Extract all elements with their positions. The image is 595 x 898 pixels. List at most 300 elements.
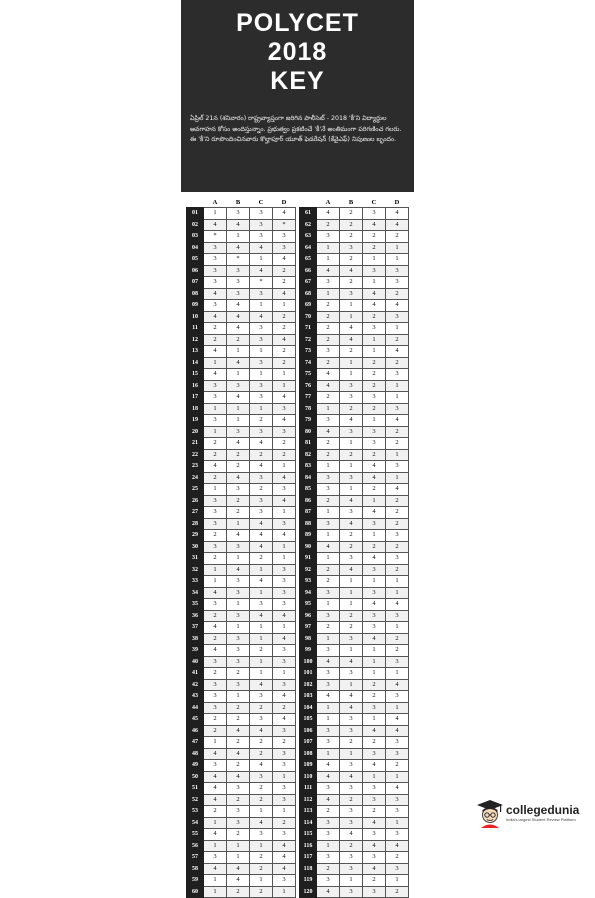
answer-cell: 4 <box>340 564 363 576</box>
answer-cell: 1 <box>273 300 296 312</box>
question-number: 74 <box>300 357 317 369</box>
question-number: 18 <box>187 403 204 415</box>
answer-cell: 1 <box>386 817 409 829</box>
table-row <box>300 863 409 875</box>
answer-cell: 3 <box>340 886 363 898</box>
answer-cell: 1 <box>363 415 386 427</box>
question-number: 114 <box>300 817 317 829</box>
answer-cell: 1 <box>250 622 273 634</box>
question-number: 54 <box>187 817 204 829</box>
answer-cell: 4 <box>204 783 227 795</box>
answer-cell: 4 <box>386 300 409 312</box>
question-number: 30 <box>187 541 204 553</box>
answer-cell: 4 <box>340 334 363 346</box>
question-number: 47 <box>187 737 204 749</box>
answer-cell: 3 <box>317 679 340 691</box>
question-number: 83 <box>300 461 317 473</box>
answer-cell: 1 <box>273 886 296 898</box>
answer-cell: 2 <box>340 737 363 749</box>
answer-cell: 3 <box>250 323 273 335</box>
answer-cell: 3 <box>340 714 363 726</box>
table-row <box>187 622 296 634</box>
question-number: 82 <box>300 449 317 461</box>
answer-cell: 3 <box>250 771 273 783</box>
table-row <box>187 254 296 266</box>
answer-cell: 3 <box>317 737 340 749</box>
answer-cell: 1 <box>273 622 296 634</box>
answer-cell: 1 <box>204 840 227 852</box>
question-number: 96 <box>300 610 317 622</box>
graduate-avatar-icon <box>476 798 504 828</box>
answer-cell: 3 <box>386 369 409 381</box>
table-row <box>300 541 409 553</box>
column-header: A <box>325 199 331 206</box>
answer-cell: 3 <box>273 403 296 415</box>
question-number: 116 <box>300 840 317 852</box>
answer-cell: 4 <box>386 599 409 611</box>
answer-cell: 1 <box>317 553 340 565</box>
table-row <box>300 852 409 864</box>
answer-cell: 1 <box>273 507 296 519</box>
brand-name: collegedunia <box>506 802 580 817</box>
answer-cell: 2 <box>273 357 296 369</box>
answer-cell: 1 <box>363 254 386 266</box>
answer-cell: 4 <box>250 576 273 588</box>
answer-cell: 1 <box>273 668 296 680</box>
answer-cell: 2 <box>363 541 386 553</box>
answer-table-left-body <box>187 208 296 898</box>
table-row <box>300 645 409 657</box>
answer-cell: 3 <box>250 288 273 300</box>
answer-cell: 3 <box>227 288 250 300</box>
answer-cell: 1 <box>317 254 340 266</box>
answer-cell: 2 <box>340 449 363 461</box>
answer-cell: 2 <box>317 564 340 576</box>
question-number: 34 <box>187 587 204 599</box>
answer-cell: 3 <box>340 242 363 254</box>
answer-cell: 3 <box>204 507 227 519</box>
answer-cell: 3 <box>250 357 273 369</box>
answer-cell: 3 <box>386 748 409 760</box>
answer-cell: 2 <box>386 852 409 864</box>
question-number: 120 <box>300 886 317 898</box>
answer-cell: 1 <box>250 633 273 645</box>
answer-cell: 3 <box>386 461 409 473</box>
table-row <box>187 438 296 450</box>
title-line-3: KEY <box>270 67 325 95</box>
table-row <box>187 449 296 461</box>
answer-cell: 2 <box>273 438 296 450</box>
answer-cell: 3 <box>250 691 273 703</box>
answer-cell: 2 <box>204 725 227 737</box>
table-row <box>300 610 409 622</box>
answer-cell: 2 <box>317 863 340 875</box>
answer-cell: 3 <box>317 277 340 289</box>
answer-cell: 3 <box>204 254 227 266</box>
answer-cell: 4 <box>363 461 386 473</box>
question-number: 61 <box>300 208 317 220</box>
answer-cell: 2 <box>204 668 227 680</box>
answer-cell: 4 <box>250 530 273 542</box>
answer-cell: 2 <box>250 484 273 496</box>
question-number: 26 <box>187 495 204 507</box>
answer-cell: 1 <box>250 346 273 358</box>
answer-cell: 1 <box>273 369 296 381</box>
answer-cell: 2 <box>363 691 386 703</box>
brand-watermark <box>476 798 579 828</box>
table-row <box>300 369 409 381</box>
question-number: 119 <box>300 875 317 887</box>
answer-cell: 1 <box>204 208 227 220</box>
question-number: 76 <box>300 380 317 392</box>
answer-cell: * <box>273 219 296 231</box>
answer-cell: 1 <box>340 587 363 599</box>
answer-cell: 2 <box>204 806 227 818</box>
answer-cell: 2 <box>273 311 296 323</box>
question-number: 107 <box>300 737 317 749</box>
table-row <box>187 587 296 599</box>
answer-cell: 3 <box>340 380 363 392</box>
table-row <box>187 403 296 415</box>
answer-cell: 1 <box>386 254 409 266</box>
answer-cell: 4 <box>317 886 340 898</box>
answer-cell: 2 <box>227 495 250 507</box>
answer-cell: 3 <box>204 599 227 611</box>
answer-cell: 3 <box>363 794 386 806</box>
answer-cell: 3 <box>340 863 363 875</box>
question-number: 115 <box>300 829 317 841</box>
answer-cell: 4 <box>204 645 227 657</box>
question-number: 24 <box>187 472 204 484</box>
table-row <box>300 231 409 243</box>
question-number: 78 <box>300 403 317 415</box>
answer-cell: 2 <box>386 231 409 243</box>
answer-cell: 4 <box>250 725 273 737</box>
question-number: 37 <box>187 622 204 634</box>
question-number: 73 <box>300 346 317 358</box>
table-row <box>187 817 296 829</box>
table-row <box>187 633 296 645</box>
column-header: D <box>281 199 287 206</box>
answer-cell: 4 <box>250 311 273 323</box>
question-number: 44 <box>187 702 204 714</box>
column-header: D <box>394 199 400 206</box>
answer-cell: 3 <box>386 737 409 749</box>
answer-cell: 3 <box>386 863 409 875</box>
table-row <box>300 691 409 703</box>
answer-cell: 4 <box>273 610 296 622</box>
answer-cell: 2 <box>317 219 340 231</box>
table-row <box>187 323 296 335</box>
question-number: 106 <box>300 725 317 737</box>
answer-cell: 2 <box>250 702 273 714</box>
answer-cell: 4 <box>250 518 273 530</box>
table-row <box>187 518 296 530</box>
answer-cell: 3 <box>273 794 296 806</box>
answer-cell: 1 <box>340 311 363 323</box>
answer-cell: 2 <box>273 702 296 714</box>
question-number: 88 <box>300 518 317 530</box>
answer-cell: 1 <box>340 599 363 611</box>
answer-cell: 4 <box>250 679 273 691</box>
answer-cell: 4 <box>386 714 409 726</box>
answer-cell: 2 <box>204 553 227 565</box>
question-number: 102 <box>300 679 317 691</box>
table-row <box>187 725 296 737</box>
answer-cell: 1 <box>317 242 340 254</box>
table-row <box>187 829 296 841</box>
answer-cell: 4 <box>204 461 227 473</box>
question-number: 07 <box>187 277 204 289</box>
answer-cell: 3 <box>250 219 273 231</box>
answer-cell: 2 <box>204 633 227 645</box>
answer-cell: 1 <box>227 346 250 358</box>
answer-cell: 4 <box>363 300 386 312</box>
answer-cell: 3 <box>340 633 363 645</box>
answer-cell: 1 <box>317 840 340 852</box>
answer-cell: 4 <box>227 748 250 760</box>
question-number: 99 <box>300 645 317 657</box>
question-number: 104 <box>300 702 317 714</box>
answer-cell: 3 <box>273 679 296 691</box>
answer-cell: 2 <box>340 840 363 852</box>
answer-cell: 3 <box>363 852 386 864</box>
answer-cell: 2 <box>317 311 340 323</box>
table-row <box>300 380 409 392</box>
answer-cell: 1 <box>227 852 250 864</box>
table-row <box>300 771 409 783</box>
answer-cell: 2 <box>363 737 386 749</box>
answer-cell: 4 <box>204 346 227 358</box>
answer-cell: 2 <box>363 403 386 415</box>
answer-cell: 4 <box>204 863 227 875</box>
answer-cell: 1 <box>273 461 296 473</box>
answer-cell: 3 <box>317 231 340 243</box>
answer-cell: 1 <box>204 403 227 415</box>
question-number: 58 <box>187 863 204 875</box>
table-row <box>187 748 296 760</box>
answer-cell: 1 <box>386 668 409 680</box>
answer-cell: 3 <box>317 472 340 484</box>
table-row <box>300 242 409 254</box>
answer-cell: 3 <box>227 633 250 645</box>
answer-cell: 1 <box>250 369 273 381</box>
table-row <box>300 334 409 346</box>
table-row <box>300 564 409 576</box>
answer-cell: 3 <box>317 817 340 829</box>
question-number: 100 <box>300 656 317 668</box>
answer-cell: 3 <box>273 484 296 496</box>
answer-cell: 3 <box>386 794 409 806</box>
table-row <box>300 311 409 323</box>
answer-cell: 3 <box>204 679 227 691</box>
table-row <box>187 311 296 323</box>
question-number: 111 <box>300 783 317 795</box>
answer-cell: 2 <box>250 449 273 461</box>
question-number: 45 <box>187 714 204 726</box>
question-number: 95 <box>300 599 317 611</box>
table-row <box>187 691 296 703</box>
table-row <box>187 645 296 657</box>
answer-cell: 4 <box>273 415 296 427</box>
answer-cell: 3 <box>363 564 386 576</box>
answer-cell: 4 <box>386 346 409 358</box>
answer-cell: 2 <box>250 852 273 864</box>
answer-cell: 1 <box>227 691 250 703</box>
answer-cell: 3 <box>273 587 296 599</box>
answer-cell: 4 <box>273 530 296 542</box>
answer-cell: 1 <box>273 541 296 553</box>
table-row <box>187 300 296 312</box>
answer-cell: 3 <box>340 553 363 565</box>
table-row <box>300 495 409 507</box>
table-row <box>187 357 296 369</box>
answer-cell: 1 <box>340 679 363 691</box>
table-row <box>187 875 296 887</box>
answer-cell: 3 <box>340 507 363 519</box>
question-number: 11 <box>187 323 204 335</box>
answer-key-area <box>181 193 414 895</box>
answer-cell: 4 <box>227 771 250 783</box>
answer-cell: 2 <box>227 737 250 749</box>
answer-cell: 1 <box>204 875 227 887</box>
answer-cell: 4 <box>363 219 386 231</box>
question-number: 75 <box>300 369 317 381</box>
title-line-2: 2018 <box>267 38 328 66</box>
answer-cell: 1 <box>204 357 227 369</box>
question-number: 55 <box>187 829 204 841</box>
answer-cell: 1 <box>317 702 340 714</box>
answer-cell: 3 <box>340 392 363 404</box>
answer-cell: 4 <box>250 610 273 622</box>
corner-header <box>300 199 317 208</box>
answer-cell: 3 <box>386 265 409 277</box>
answer-cell: 1 <box>250 875 273 887</box>
answer-cell: 3 <box>204 277 227 289</box>
answer-cell: 2 <box>340 541 363 553</box>
answer-cell: 1 <box>227 622 250 634</box>
question-number: 72 <box>300 334 317 346</box>
answer-cell: 4 <box>363 472 386 484</box>
table-row <box>187 380 296 392</box>
answer-cell: 3 <box>363 587 386 599</box>
question-number: 65 <box>300 254 317 266</box>
question-number: 14 <box>187 357 204 369</box>
table-row <box>300 288 409 300</box>
answer-cell: 1 <box>227 369 250 381</box>
answer-cell: 1 <box>386 875 409 887</box>
answer-cell: 3 <box>273 564 296 576</box>
answer-cell: 4 <box>386 484 409 496</box>
table-row <box>300 679 409 691</box>
answer-cell: 3 <box>340 668 363 680</box>
table-row <box>187 886 296 898</box>
answer-cell: 1 <box>363 656 386 668</box>
question-number: 05 <box>187 254 204 266</box>
answer-cell: 2 <box>227 461 250 473</box>
table-row <box>187 610 296 622</box>
answer-cell: 1 <box>340 484 363 496</box>
table-row <box>187 288 296 300</box>
answer-cell: 2 <box>273 265 296 277</box>
answer-cell: 1 <box>386 771 409 783</box>
question-number: 59 <box>187 875 204 887</box>
answer-cell: 3 <box>273 645 296 657</box>
answer-cell: 4 <box>250 817 273 829</box>
table-row <box>187 346 296 358</box>
answer-cell: 3 <box>273 829 296 841</box>
question-number: 117 <box>300 852 317 864</box>
table-row <box>300 254 409 266</box>
question-number: 23 <box>187 461 204 473</box>
answer-cell: 2 <box>227 886 250 898</box>
answer-cell: 3 <box>273 875 296 887</box>
answer-cell: 1 <box>250 254 273 266</box>
answer-cell: 3 <box>273 748 296 760</box>
answer-cell: 1 <box>227 553 250 565</box>
answer-cell: 4 <box>340 265 363 277</box>
answer-cell: 1 <box>340 645 363 657</box>
answer-cell: 4 <box>363 817 386 829</box>
answer-cell: 4 <box>204 794 227 806</box>
answer-cell: 1 <box>227 840 250 852</box>
answer-cell: 2 <box>340 277 363 289</box>
answer-cell: 2 <box>340 622 363 634</box>
table-row <box>300 530 409 542</box>
question-number: 48 <box>187 748 204 760</box>
answer-cell: 2 <box>386 564 409 576</box>
table-row <box>187 794 296 806</box>
table-row <box>300 438 409 450</box>
answer-cell: 4 <box>227 875 250 887</box>
answer-cell: 1 <box>250 564 273 576</box>
answer-cell: 2 <box>204 610 227 622</box>
answer-cell: 4 <box>340 702 363 714</box>
answer-cell: 3 <box>227 587 250 599</box>
question-number: 31 <box>187 553 204 565</box>
answer-cell: 4 <box>363 840 386 852</box>
answer-cell: 3 <box>363 208 386 220</box>
question-number: 118 <box>300 863 317 875</box>
question-number: 10 <box>187 311 204 323</box>
question-number: 81 <box>300 438 317 450</box>
table-row <box>300 748 409 760</box>
answer-cell: 1 <box>340 875 363 887</box>
answer-cell: 3 <box>273 518 296 530</box>
answer-cell: 1 <box>386 472 409 484</box>
table-row <box>300 518 409 530</box>
answer-cell: 2 <box>363 380 386 392</box>
answer-cell: 3 <box>363 426 386 438</box>
table-row <box>300 806 409 818</box>
answer-cell: 4 <box>204 829 227 841</box>
answer-cell: 4 <box>273 840 296 852</box>
answer-cell: 3 <box>227 265 250 277</box>
question-number: 38 <box>187 633 204 645</box>
question-number: 87 <box>300 507 317 519</box>
question-number: 108 <box>300 748 317 760</box>
question-number: 97 <box>300 622 317 634</box>
answer-cell: 2 <box>386 760 409 772</box>
answer-cell: 1 <box>317 599 340 611</box>
question-number: 71 <box>300 323 317 335</box>
answer-cell: 1 <box>250 403 273 415</box>
answer-cell: 1 <box>386 622 409 634</box>
answer-cell: 4 <box>227 438 250 450</box>
answer-cell: 1 <box>273 771 296 783</box>
question-number: 110 <box>300 771 317 783</box>
question-number: 64 <box>300 242 317 254</box>
